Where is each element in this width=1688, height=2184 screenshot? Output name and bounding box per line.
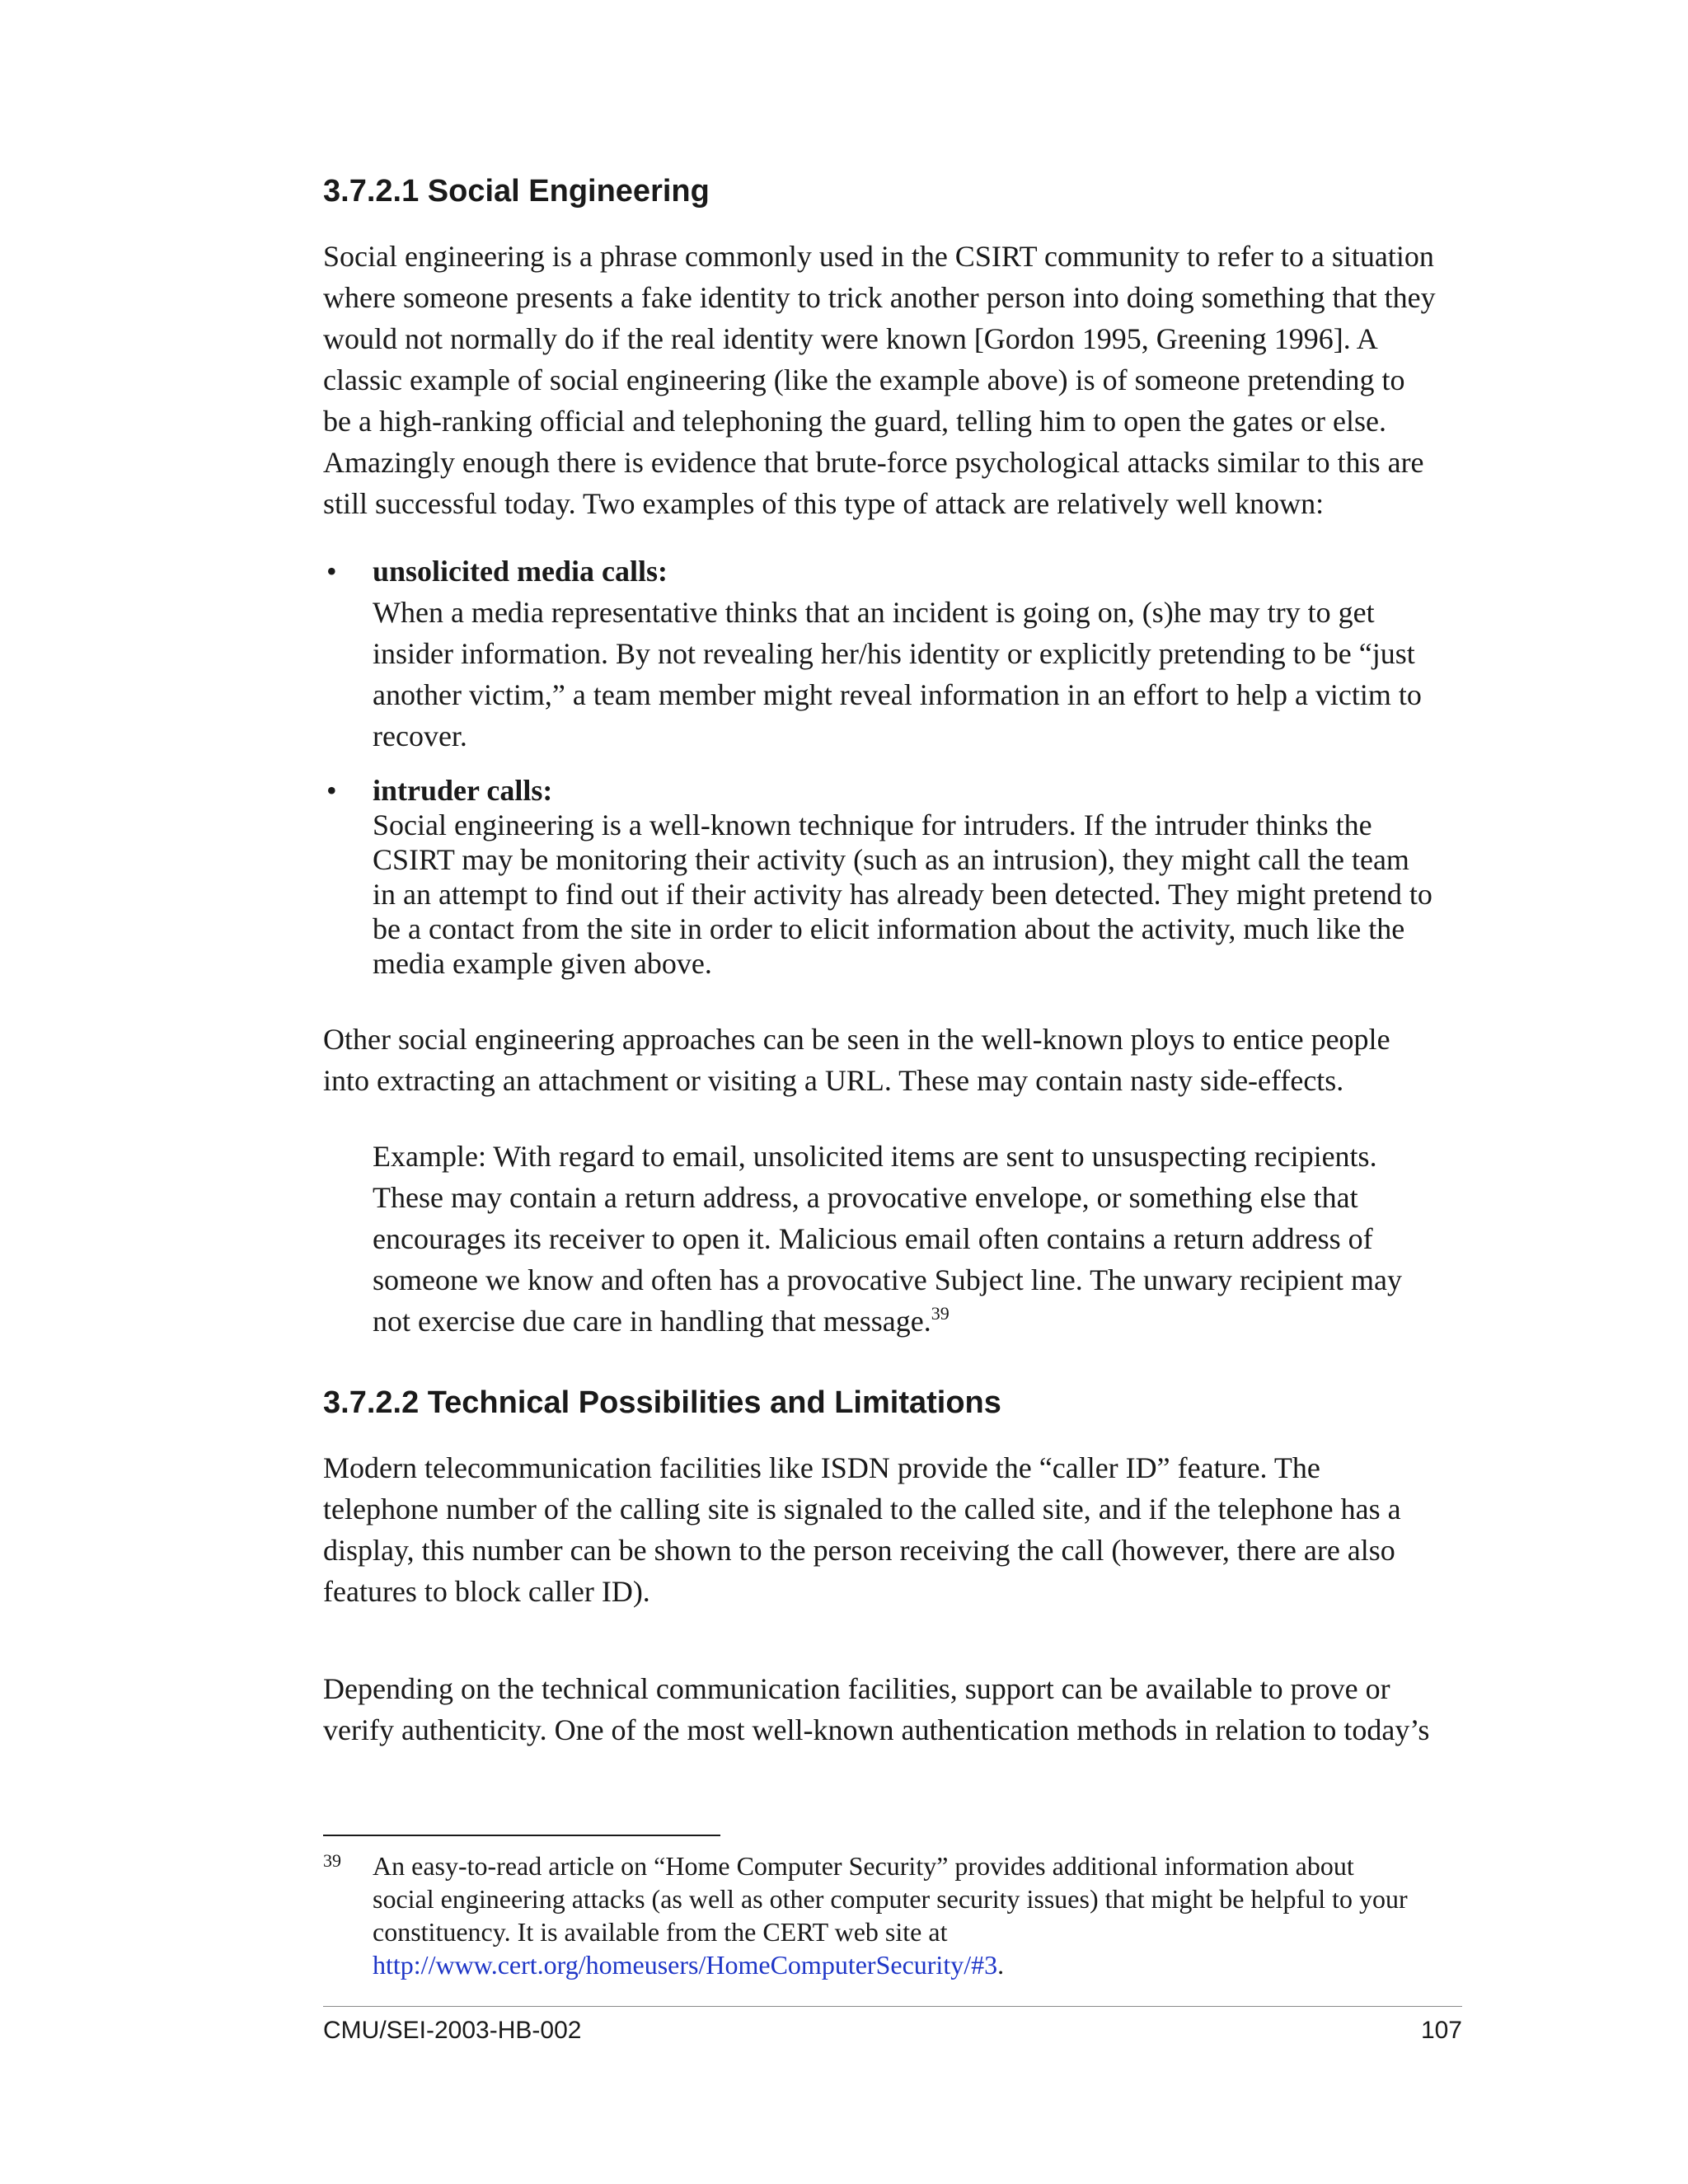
text-line-content: not exercise due care in handling that message. [373,1305,931,1338]
bullet-icon: • [326,555,337,588]
link-suffix: . [997,1950,1005,1980]
text-line [373,1948,1462,1981]
text-line: encourages its receiver to open it. Malicious email often contains a return address of [373,1222,1373,1255]
section-heading-social-engineering: 3.7.2.1 Social Engineering [323,174,710,209]
document-page [323,0,1462,2184]
text-line: An easy-to-read article on “Home Computer Security” provides additional information about [373,1851,1354,1881]
footnote-number: 39 [323,1850,341,1871]
text-line: someone we know and often has a provocative Subject line. The unwary recipient may [373,1263,1402,1296]
text-line [373,1301,1462,1342]
example-block [373,1136,1462,1342]
text-line: constituency. It is available from the CERT web site at [373,1917,948,1947]
text-line: where someone presents a fake identity to trick another person into doing something that they [323,281,1436,314]
bullet-term: unsolicited media calls: [373,555,668,588]
text-line: display, this number can be shown to the person receiving the call (however, there are also [323,1534,1395,1567]
footer-doc-id: CMU/SEI-2003-HB-002 [323,2017,582,2044]
text-line: be a contact from the site in order to elicit information about the activity, much like the [373,912,1405,945]
cert-link[interactable]: http://www.cert.org/homeusers/HomeComputerSecurity/#3 [373,1950,998,1980]
footnote-reference[interactable]: 39 [931,1303,950,1324]
caller-id-paragraph [323,1447,1462,1612]
text-line: telephone number of the calling site is signaled to the called site, and if the telephone has a [323,1493,1401,1526]
text-line: media example given above. [373,947,712,980]
authenticity-paragraph [323,1668,1462,1750]
text-line: in an attempt to find out if their activity has already been detected. They might pretend to [373,878,1432,911]
text-line: still successful today. Two examples of this type of attack are relatively well known: [323,487,1325,520]
other-approaches-paragraph [323,1019,1462,1101]
text-line: recover. [373,719,467,752]
page-number: 107 [1420,2017,1462,2044]
text-line: Amazingly enough there is evidence that brute-force psychological attacks similar to this are [323,446,1424,479]
bullet-term: intruder calls: [373,774,553,807]
text-line: Social engineering is a well-known technique for intruders. If the intruder thinks the [373,808,1372,841]
text-line: These may contain a return address, a provocative envelope, or something else that [373,1181,1358,1214]
text-line: features to block caller ID). [323,1575,650,1608]
footer-divider [323,2006,1462,2007]
text-line: When a media representative thinks that an incident is going on, (s)he may try to get [373,596,1375,629]
text-line: would not normally do if the real identity were known [Gordon 1995, Greening 1996]. A [323,322,1378,355]
text-line: Example: With regard to email, unsolicited items are sent to unsuspecting recipients. [373,1140,1377,1173]
text-line: another victim,” a team member might reveal information in an effort to help a victim to [373,678,1422,711]
text-line: Modern telecommunication facilities like ISDN provide the “caller ID” feature. The [323,1451,1320,1484]
text-line: into extracting an attachment or visiting a URL. These may contain nasty side-effects. [323,1064,1344,1097]
section-heading-technical-possibilities: 3.7.2.2 Technical Possibilities and Limitations [323,1385,1001,1420]
text-line: verify authenticity. One of the most well-known authentication methods in relation to today’s [323,1713,1430,1746]
text-line: social engineering attacks (as well as other computer security issues) that might be helpful to your [373,1884,1408,1914]
text-line: Other social engineering approaches can be seen in the well-known ploys to entice people [323,1023,1390,1056]
text-line: insider information. By not revealing her/his identity or explicitly pretending to be “just [373,637,1415,670]
bullet-icon: • [326,774,337,807]
intro-paragraph [323,236,1462,524]
text-line: CSIRT may be monitoring their activity (such as an intrusion), they might call the team [373,843,1409,876]
text-line: Social engineering is a phrase commonly used in the CSIRT community to refer to a situation [323,240,1434,273]
footnote-divider [323,1835,720,1836]
text-line: be a high-ranking official and telephoning the guard, telling him to open the gates or else. [323,405,1386,438]
text-line: classic example of social engineering (like the example above) is of someone pretending to [323,363,1405,396]
text-line: Depending on the technical communication facilities, support can be available to prove or [323,1672,1390,1705]
